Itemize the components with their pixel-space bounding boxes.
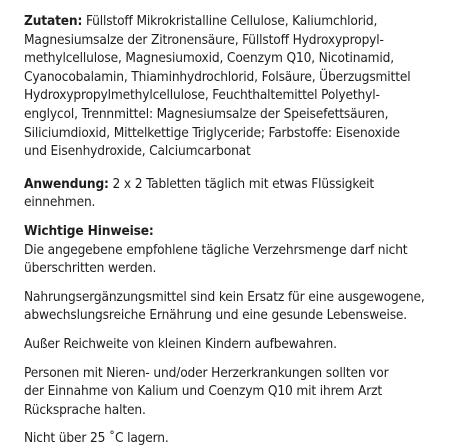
spacer xyxy=(24,278,439,288)
notes-paragraph-2: Nahrungsergänzungsmittel sind kein Ersatz für eine ausgewogene, abwechslungsreiche Ernährung und eine gesunde Lebensweise. xyxy=(24,288,425,324)
spacer xyxy=(24,419,439,429)
ingredients-text: Füllstoff Mikrokristalline Cellulose, Kaliumchlorid, Magnesiumsalze der Zitronensäure, Füllstoff Hydroxypropyl- methylcellulose, Magnesiumoxid, Coenzym Q10, Nicotinamid, Cyanocobalamin, Thiaminhydrochlorid, Folsäure, Überzugsmittel Hydroxypropylmethylcellulose, Feuchthaltemittel Polyethyl- englycol, Trennmittel: Magnesiumsalze der Speisefettsäuren, Siliciumdioxid, Mittelkettige Triglyceride; Farbstoffe: Eisenoxide und Eisenhydroxide, Calciumcarbonat xyxy=(24,13,411,160)
notes-heading: Wichtige Hinweise: xyxy=(24,222,154,239)
notes-paragraph-4: Personen mit Nieren- und/oder Herzerkrankungen sollten vor der Einnahme von Kalium und Coenzym Q10 mit ihrem Arzt Rücksprache halten. xyxy=(24,364,389,418)
spacer xyxy=(24,325,439,335)
spacer xyxy=(24,161,439,175)
usage-text: 2 x 2 Tabletten täglich mit etwas Flüssigkeit einnehmen. xyxy=(24,175,375,211)
usage-label: Anwendung: xyxy=(24,175,109,192)
notes-paragraph-3: Außer Reichweite von kleinen Kindern aufbewahren. xyxy=(24,335,337,352)
ingredients-label: Zutaten: xyxy=(24,13,83,29)
notes-paragraph-1: Die angegebene empfohlene tägliche Verzehrsmenge darf nicht überschritten werden. xyxy=(24,241,408,277)
usage-section xyxy=(24,175,439,212)
spacer xyxy=(24,354,439,364)
spacer xyxy=(24,212,439,222)
notes-paragraph-5: Nicht über 25 ˚C lagern. xyxy=(24,430,169,447)
ingredients-section xyxy=(24,12,439,161)
